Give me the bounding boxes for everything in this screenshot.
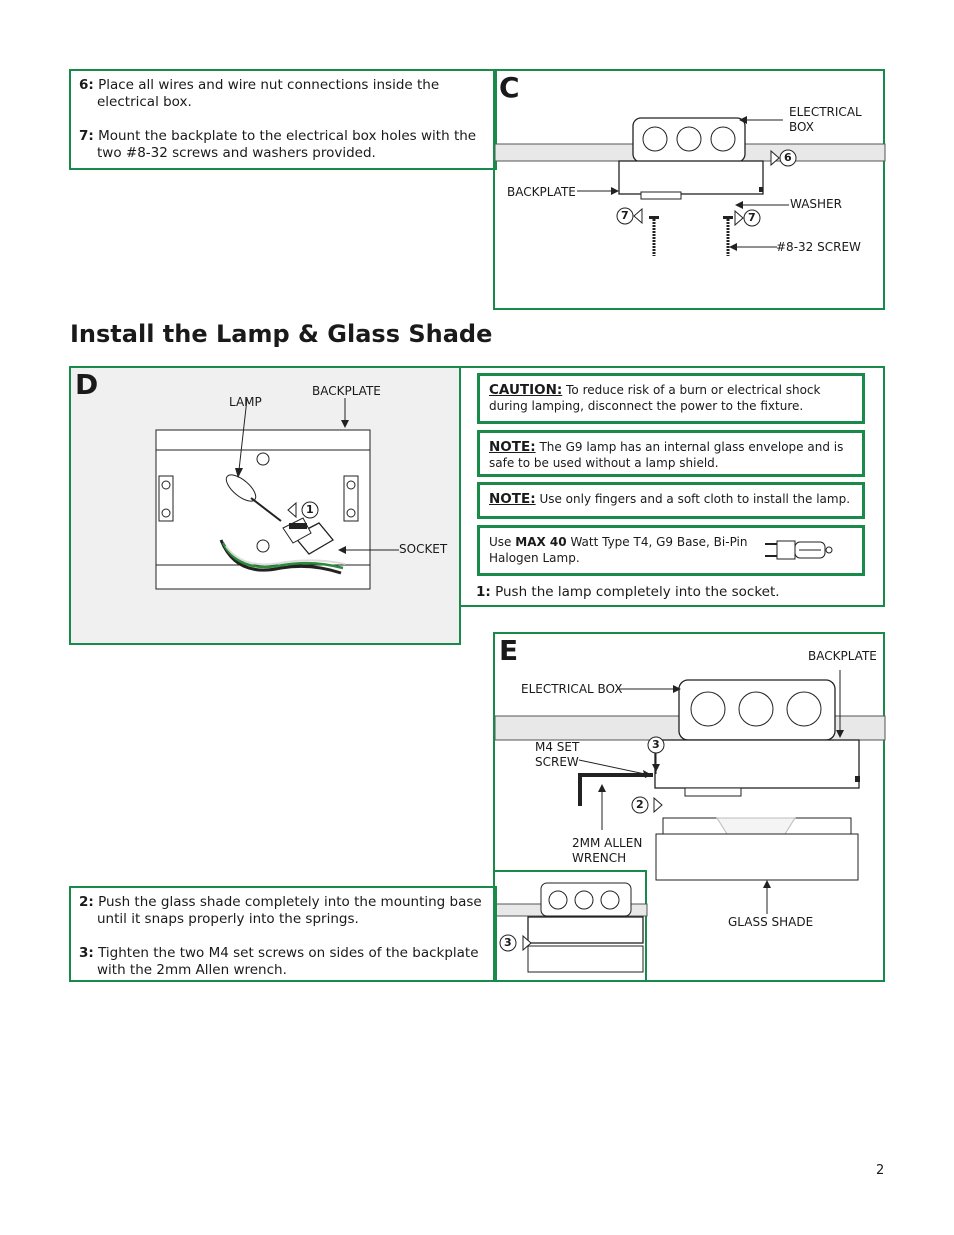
- c-label-electrical-box: ELECTRICAL BOX: [789, 105, 862, 134]
- lamp-text: Watt Type T4, G9 Base, Bi-Pin Halogen Lamp.: [489, 535, 748, 565]
- c-label-washer: WASHER: [790, 197, 842, 211]
- caution-tag: CAUTION:: [489, 382, 563, 398]
- steps-6-7-box: [69, 69, 497, 170]
- d-label-socket: SOCKET: [399, 542, 448, 556]
- figure-d-letter: D: [75, 368, 99, 401]
- e-label-electrical-box: ELECTRICAL BOX: [521, 682, 623, 696]
- step-7: 7: Mount the backplate to the electrical box holes with the two #8-32 screws and washers provided.: [79, 128, 477, 161]
- figure-e-letter: E: [499, 634, 519, 667]
- figure-c: [493, 69, 885, 310]
- d-label-lamp: LAMP: [229, 395, 262, 409]
- step-6: 6: Place all wires and wire nut connections inside the electrical box.: [79, 77, 440, 110]
- e-callout-3a: 3: [652, 738, 660, 751]
- note1-text: The G9 lamp has an internal glass envelope and is safe to be used without a lamp shield.: [489, 440, 844, 470]
- figure-d-drawing: [71, 368, 463, 647]
- note-fingers: [477, 482, 865, 519]
- note1-tag: NOTE:: [489, 439, 536, 455]
- c-backplate: [619, 161, 763, 194]
- page-number: 2: [876, 1163, 885, 1178]
- lamp-max: MAX 40: [515, 535, 567, 549]
- e-label-allen: 2MM ALLEN WRENCH: [572, 836, 643, 865]
- c-callout-7b: 7: [748, 211, 756, 224]
- d-label-backplate: BACKPLATE: [312, 384, 381, 398]
- g9-lamp-icon: [763, 538, 839, 562]
- e-label-glass-shade: GLASS SHADE: [728, 915, 814, 929]
- step-3: 3: Tighten the two M4 set screws on sides of the backplate with the 2mm Allen wrench.: [79, 945, 479, 978]
- c-callout-7a: 7: [621, 209, 629, 222]
- e-label-backplate: BACKPLATE: [808, 649, 877, 663]
- step-1: 1: Push the lamp completely into the socket.: [476, 584, 780, 600]
- c-callout-6: 6: [784, 151, 792, 164]
- c-label-backplate: BACKPLATE: [507, 185, 576, 199]
- d-callout-1: 1: [306, 503, 314, 516]
- e-callout-2: 2: [636, 798, 644, 811]
- e-label-set-screw: M4 SET SCREW: [535, 740, 580, 769]
- caution-text: To reduce risk of a burn or electrical shock during lamping, disconnect the power to the fixture.: [489, 383, 821, 413]
- step-2: 2: Push the glass shade completely into the mounting base until it snaps properly into the springs.: [79, 894, 482, 927]
- c-label-screw: #8-32 SCREW: [776, 240, 861, 254]
- note2-tag: NOTE:: [489, 491, 536, 507]
- e-callout-3b: 3: [504, 936, 512, 949]
- note-g9: [477, 430, 865, 477]
- figure-c-letter: C: [499, 71, 520, 104]
- figure-d: [69, 366, 461, 645]
- lamp-use: Use: [489, 535, 512, 549]
- note2-text: Use only fingers and a soft cloth to install the lamp.: [539, 492, 851, 506]
- figure-e-inset: [493, 870, 647, 982]
- steps-2-3-box: [69, 886, 497, 982]
- inset-drawing: [495, 872, 649, 984]
- caution-note: [477, 373, 865, 424]
- section-heading: Install the Lamp & Glass Shade: [70, 320, 493, 348]
